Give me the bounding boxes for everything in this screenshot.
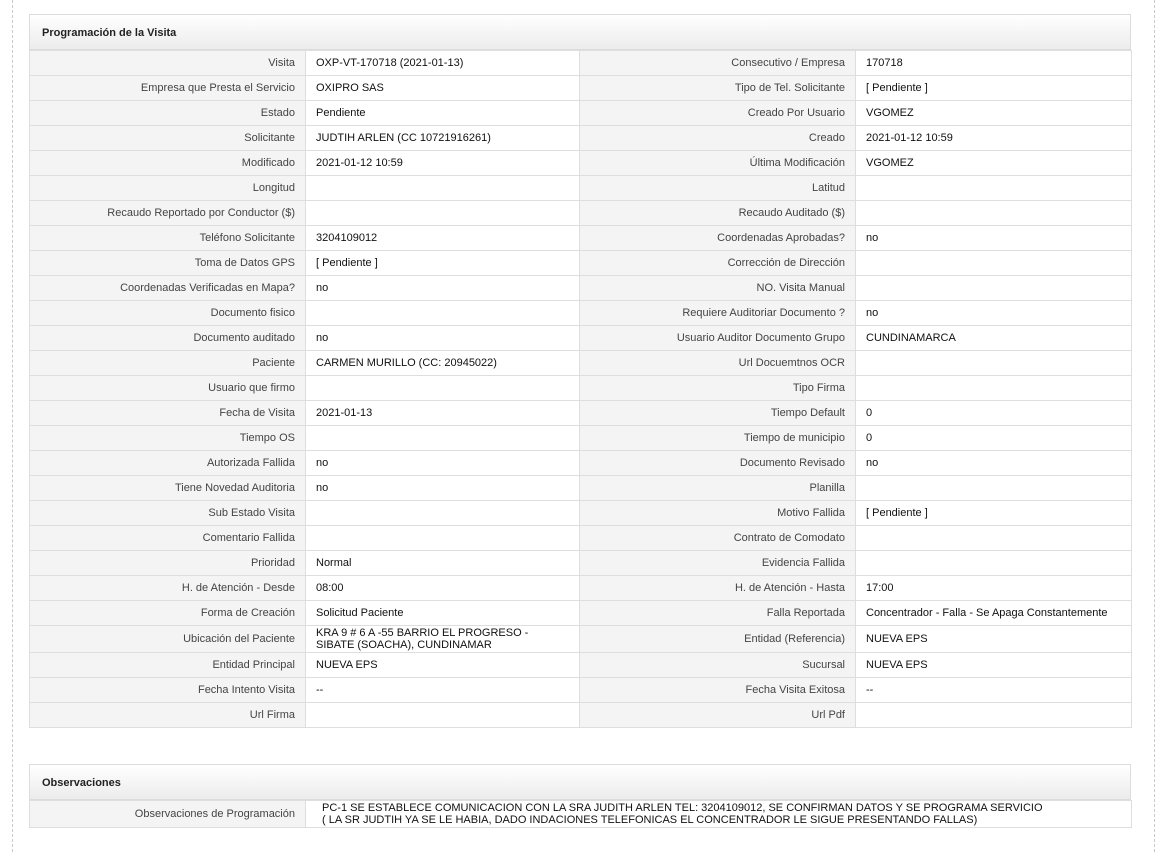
field-label: Tiempo de municipio	[580, 426, 856, 451]
field-label: Creado	[580, 126, 856, 151]
field-value: [ Pendiente ]	[856, 501, 1132, 526]
field-value: NUEVA EPS	[856, 653, 1132, 678]
field-value	[856, 201, 1132, 226]
field-value	[856, 551, 1132, 576]
field-label: Coordenadas Verificadas en Mapa?	[30, 276, 306, 301]
field-label: Sub Estado Visita	[30, 501, 306, 526]
field-label: Prioridad	[30, 551, 306, 576]
field-value: no	[856, 451, 1132, 476]
detail-row	[30, 476, 1132, 501]
field-value: JUDTIH ARLEN (CC 10721916261)	[306, 126, 580, 151]
field-label: Fecha de Visita	[30, 401, 306, 426]
detail-row	[30, 576, 1132, 601]
field-value: 3204109012	[306, 226, 580, 251]
visita-details-table	[29, 50, 1132, 728]
field-value	[306, 501, 580, 526]
field-value: CUNDINAMARCA	[856, 326, 1132, 351]
field-value	[306, 526, 580, 551]
detail-row	[30, 451, 1132, 476]
field-value: 08:00	[306, 576, 580, 601]
field-label: Tiempo OS	[30, 426, 306, 451]
field-value: CARMEN MURILLO (CC: 20945022)	[306, 351, 580, 376]
field-label: Longitud	[30, 176, 306, 201]
field-value: no	[306, 326, 580, 351]
field-label: Latitud	[580, 176, 856, 201]
observaciones-header: Observaciones	[29, 764, 1131, 800]
field-value: --	[856, 678, 1132, 703]
field-value	[856, 526, 1132, 551]
field-value: KRA 9 # 6 A -55 BARRIO EL PROGRESO - SIBATE (SOACHA), CUNDINAMAR	[306, 626, 580, 653]
field-label: Sucursal	[580, 653, 856, 678]
detail-row	[30, 251, 1132, 276]
detail-row	[30, 51, 1132, 76]
field-value: 2021-01-12 10:59	[306, 151, 580, 176]
field-value: Solicitud Paciente	[306, 601, 580, 626]
visita-details-body	[30, 51, 1132, 728]
field-value: no	[306, 276, 580, 301]
field-value: no	[856, 226, 1132, 251]
right-dashed-border	[1154, 0, 1155, 852]
detail-row	[30, 126, 1132, 151]
field-label: Url Docuemtnos OCR	[580, 351, 856, 376]
detail-row	[30, 176, 1132, 201]
detail-row	[30, 201, 1132, 226]
field-label: Falla Reportada	[580, 601, 856, 626]
detail-row	[30, 678, 1132, 703]
field-value	[856, 703, 1132, 728]
field-label: Corrección de Dirección	[580, 251, 856, 276]
field-label: Coordenadas Aprobadas?	[580, 226, 856, 251]
field-value: no	[306, 476, 580, 501]
field-value	[306, 176, 580, 201]
field-label: Modificado	[30, 151, 306, 176]
detail-row	[30, 101, 1132, 126]
detail-row	[30, 526, 1132, 551]
field-label: NO. Visita Manual	[580, 276, 856, 301]
field-label: Usuario Auditor Documento Grupo	[580, 326, 856, 351]
field-value	[306, 301, 580, 326]
field-label: Contrato de Comodato	[580, 526, 856, 551]
field-value	[306, 426, 580, 451]
field-value: Normal	[306, 551, 580, 576]
field-label: Forma de Creación	[30, 601, 306, 626]
left-dashed-border	[12, 0, 13, 852]
field-value	[856, 476, 1132, 501]
field-label: Url Firma	[30, 703, 306, 728]
detail-row	[30, 426, 1132, 451]
detail-row	[30, 326, 1132, 351]
field-label: Visita	[30, 51, 306, 76]
field-label: Requiere Auditoriar Documento ?	[580, 301, 856, 326]
field-label: Tiene Novedad Auditoria	[30, 476, 306, 501]
field-label: Teléfono Solicitante	[30, 226, 306, 251]
detail-row	[30, 601, 1132, 626]
field-value: Pendiente	[306, 101, 580, 126]
detail-row	[30, 76, 1132, 101]
field-value: OXIPRO SAS	[306, 76, 580, 101]
field-label: Toma de Datos GPS	[30, 251, 306, 276]
detail-row	[30, 151, 1132, 176]
programacion-visita-panel	[29, 14, 1131, 728]
detail-row	[30, 703, 1132, 728]
observaciones-panel	[29, 764, 1131, 828]
field-label: Url Pdf	[580, 703, 856, 728]
field-label: Comentario Fallida	[30, 526, 306, 551]
field-value: 17:00	[856, 576, 1132, 601]
field-value: no	[306, 451, 580, 476]
field-value	[856, 251, 1132, 276]
field-label: H. de Atención - Desde	[30, 576, 306, 601]
field-value: NUEVA EPS	[306, 653, 580, 678]
field-value: no	[856, 301, 1132, 326]
field-value: VGOMEZ	[856, 101, 1132, 126]
field-value: VGOMEZ	[856, 151, 1132, 176]
detail-row	[30, 276, 1132, 301]
detail-row	[30, 501, 1132, 526]
field-label: Entidad Principal	[30, 653, 306, 678]
observaciones-label: Observaciones de Programación	[30, 801, 306, 828]
detail-row	[30, 401, 1132, 426]
field-value: 2021-01-12 10:59	[856, 126, 1132, 151]
field-label: Ubicación del Paciente	[30, 626, 306, 653]
field-label: Estado	[30, 101, 306, 126]
field-value	[856, 176, 1132, 201]
field-value	[856, 351, 1132, 376]
detail-row	[30, 551, 1132, 576]
observaciones-row	[30, 801, 1132, 828]
detail-row	[30, 653, 1132, 678]
detail-row	[30, 226, 1132, 251]
field-label: Consecutivo / Empresa	[580, 51, 856, 76]
field-label: Fecha Intento Visita	[30, 678, 306, 703]
observaciones-text: PC-1 SE ESTABLECE COMUNICACION CON LA SRA JUDITH ARLEN TEL: 3204109012, SE CONFIRMAN DATOS Y SE PROGRAMA SERVICIO ( LA SR JUDTIH YA SE LE HABIA, DADO INDACIONES TELEFONICAS EL CONCENTRADOR LE SIGUE PRESENTANDO FALLAS)	[306, 801, 1132, 828]
field-label: Entidad (Referencia)	[580, 626, 856, 653]
field-label: Tiempo Default	[580, 401, 856, 426]
detail-row	[30, 626, 1132, 653]
field-label: Planilla	[580, 476, 856, 501]
field-label: Solicitante	[30, 126, 306, 151]
detail-row	[30, 301, 1132, 326]
field-value	[306, 201, 580, 226]
field-label: Recaudo Auditado ($)	[580, 201, 856, 226]
field-value	[856, 276, 1132, 301]
field-value: 0	[856, 426, 1132, 451]
field-label: Fecha Visita Exitosa	[580, 678, 856, 703]
field-value	[306, 376, 580, 401]
field-value: NUEVA EPS	[856, 626, 1132, 653]
field-value: 0	[856, 401, 1132, 426]
field-label: Documento Revisado	[580, 451, 856, 476]
field-value: [ Pendiente ]	[856, 76, 1132, 101]
programacion-visita-header: Programación de la Visita	[29, 14, 1131, 50]
field-value: 2021-01-13	[306, 401, 580, 426]
field-label: Documento fisico	[30, 301, 306, 326]
field-label: Empresa que Presta el Servicio	[30, 76, 306, 101]
field-label: Motivo Fallida	[580, 501, 856, 526]
field-label: Usuario que firmo	[30, 376, 306, 401]
field-value: Concentrador - Falla - Se Apaga Constantemente	[856, 601, 1132, 626]
field-value: --	[306, 678, 580, 703]
field-label: H. de Atención - Hasta	[580, 576, 856, 601]
field-label: Última Modificación	[580, 151, 856, 176]
field-label: Evidencia Fallida	[580, 551, 856, 576]
field-label: Documento auditado	[30, 326, 306, 351]
field-value	[856, 376, 1132, 401]
field-label: Tipo Firma	[580, 376, 856, 401]
field-label: Tipo de Tel. Solicitante	[580, 76, 856, 101]
observaciones-table	[29, 800, 1132, 828]
field-value: [ Pendiente ]	[306, 251, 580, 276]
field-label: Recaudo Reportado por Conductor ($)	[30, 201, 306, 226]
field-value	[306, 703, 580, 728]
field-label: Autorizada Fallida	[30, 451, 306, 476]
detail-row	[30, 351, 1132, 376]
field-label: Creado Por Usuario	[580, 101, 856, 126]
field-value: OXP-VT-170718 (2021-01-13)	[306, 51, 580, 76]
detail-row	[30, 376, 1132, 401]
field-label: Paciente	[30, 351, 306, 376]
field-value: 170718	[856, 51, 1132, 76]
